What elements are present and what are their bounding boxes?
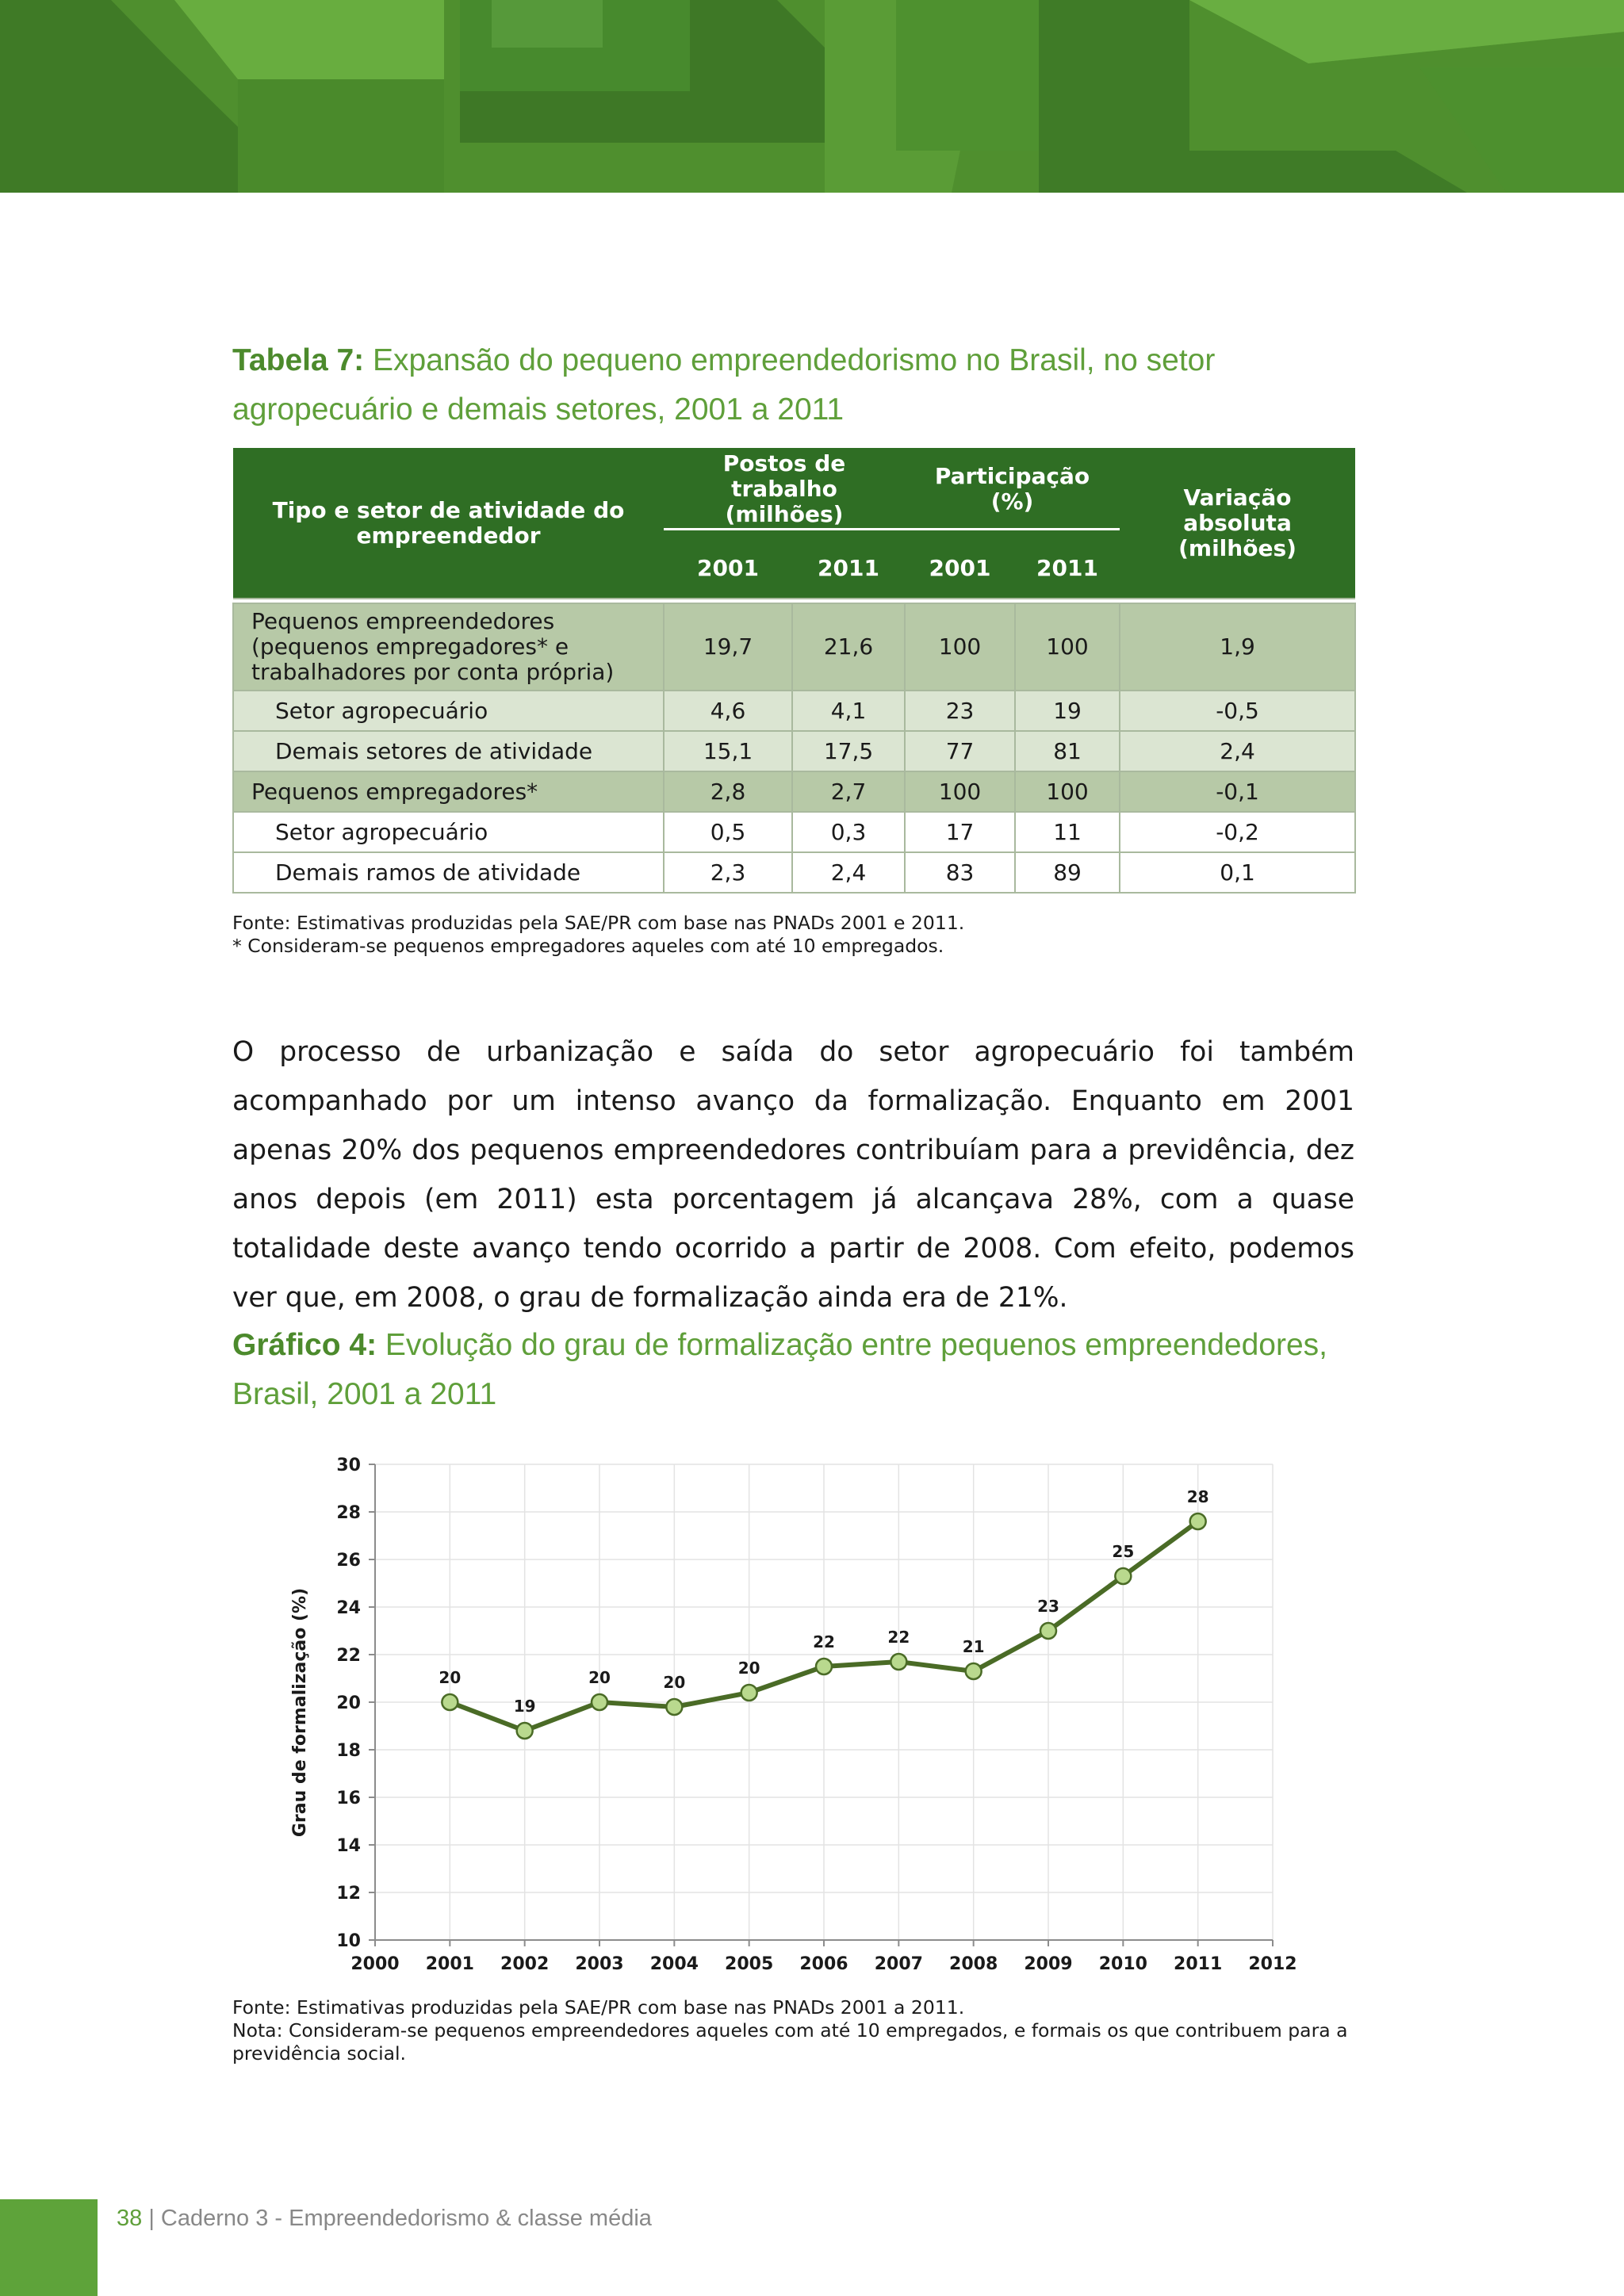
data-point [592, 1694, 607, 1710]
x-tick-label: 2002 [500, 1954, 550, 1974]
page-number: 38 [117, 2206, 143, 2231]
data-point [816, 1659, 832, 1674]
cell-share-2011: 19 [1015, 691, 1120, 731]
cell-share-2011: 11 [1015, 812, 1120, 852]
header-year: 2011 [1015, 530, 1120, 599]
cell-jobs-2001: 2,3 [664, 852, 792, 893]
chart-note: Nota: Consideram-se pequenos empreendedores aqueles com até 10 empregados, e formais os que contribuem para a previdência social. [232, 2019, 1348, 2064]
cell-share-2001: 17 [905, 812, 1015, 852]
y-axis-label: Grau de formalização (%) [290, 1587, 310, 1838]
header-banner [0, 0, 1624, 193]
row-label: Setor agropecuário [233, 812, 664, 852]
cell-jobs-2001: 19,7 [664, 603, 792, 691]
table-caption [232, 336, 1354, 434]
y-tick-label: 10 [336, 1931, 361, 1951]
cell-jobs-2011: 4,1 [792, 691, 905, 731]
y-tick-label: 12 [336, 1884, 361, 1904]
table-row [233, 771, 1355, 812]
data-label: 22 [813, 1632, 835, 1651]
x-tick-label: 2010 [1098, 1954, 1147, 1974]
cell-variation: -0,5 [1120, 691, 1355, 731]
header-year: 2011 [792, 530, 905, 599]
table-footnote: * Consideram-se pequenos empregadores aqueles com até 10 empregados. [232, 935, 944, 957]
header-variation: Variação absoluta (milhões) [1120, 448, 1355, 599]
data-point [966, 1663, 982, 1679]
y-tick-label: 14 [336, 1836, 361, 1856]
chart-source: Fonte: Estimativas produzidas pela SAE/PR com base nas PNADs 2001 a 2011. [232, 1996, 965, 2019]
data-point [891, 1654, 906, 1670]
header-share: Participação (%) [905, 448, 1120, 530]
cell-share-2001: 100 [905, 603, 1015, 691]
table-row [233, 731, 1355, 771]
header-jobs: Postos de trabalho (milhões) [664, 448, 905, 530]
cell-variation: 2,4 [1120, 731, 1355, 771]
cell-share-2011: 89 [1015, 852, 1120, 893]
cell-variation: 1,9 [1120, 603, 1355, 691]
row-label: Pequenos empreendedores (pequenos empregadores* e trabalhadores por conta própria) [233, 603, 664, 691]
x-tick-label: 2001 [425, 1954, 474, 1974]
table-row [233, 812, 1355, 852]
y-tick-label: 28 [336, 1503, 361, 1523]
cell-jobs-2011: 17,5 [792, 731, 905, 771]
cell-share-2001: 83 [905, 852, 1015, 893]
row-label: Demais ramos de atividade [233, 852, 664, 893]
cell-variation: 0,1 [1120, 852, 1355, 893]
cell-jobs-2001: 0,5 [664, 812, 792, 852]
y-tick-label: 20 [336, 1693, 361, 1713]
data-label: 20 [737, 1659, 760, 1678]
data-label: 21 [962, 1637, 985, 1656]
data-point [1115, 1568, 1131, 1584]
cell-share-2001: 23 [905, 691, 1015, 731]
table-notes [232, 912, 1354, 958]
cell-jobs-2011: 2,7 [792, 771, 905, 812]
cell-variation: -0,1 [1120, 771, 1355, 812]
data-point [442, 1694, 458, 1710]
data-point [1040, 1623, 1056, 1639]
x-tick-label: 2009 [1024, 1954, 1073, 1974]
footer [117, 2202, 652, 2234]
cell-jobs-2001: 2,8 [664, 771, 792, 812]
data-label: 22 [887, 1628, 910, 1647]
x-tick-label: 2000 [350, 1954, 400, 1974]
cell-jobs-2011: 2,4 [792, 852, 905, 893]
data-label: 19 [513, 1697, 536, 1716]
data-table [232, 448, 1356, 894]
data-point [741, 1685, 757, 1701]
x-tick-label: 2003 [575, 1954, 624, 1974]
data-label: 28 [1186, 1487, 1209, 1506]
y-tick-label: 16 [336, 1789, 361, 1808]
cell-jobs-2011: 0,3 [792, 812, 905, 852]
header-year: 2001 [905, 530, 1015, 599]
data-point [1190, 1513, 1206, 1529]
table-row [233, 603, 1355, 691]
table-row [233, 852, 1355, 893]
cell-share-2001: 100 [905, 771, 1015, 812]
y-tick-label: 24 [336, 1598, 361, 1618]
footer-bar [0, 2199, 98, 2296]
header-year: 2001 [664, 530, 792, 599]
chart-notes [232, 1996, 1354, 2065]
chart-caption [232, 1321, 1354, 1419]
footer-title: Caderno 3 - Empreendedorismo & classe média [160, 2206, 652, 2231]
y-tick-label: 18 [336, 1741, 361, 1761]
cell-share-2011: 100 [1015, 771, 1120, 812]
data-label: 25 [1112, 1542, 1135, 1561]
data-label: 20 [588, 1668, 611, 1687]
x-tick-label: 2005 [725, 1954, 774, 1974]
body-paragraph: O processo de urbanização e saída do setor agropecuário foi também acompanhado por um intenso avanço da formalização. Enquanto em 2001 apenas 20% dos pequenos empreendedores contribuíam para a previdência, dez anos depois (em 2011) esta porcentagem já alcançava 28%, com a quase totalidade deste avanço tendo ocorrido a partir de 2008. Com efeito, podemos ver que, em 2008, o grau de formalização ainda era de 21%. [232, 1036, 1354, 1314]
x-tick-label: 2007 [874, 1954, 923, 1974]
row-label: Setor agropecuário [233, 691, 664, 731]
x-tick-label: 2008 [949, 1954, 998, 1974]
data-point [666, 1699, 682, 1715]
y-tick-label: 26 [336, 1551, 361, 1571]
chart-caption-text: Evolução do grau de formalização entre pequenos empreendedores, Brasil, 2001 a 2011 [232, 1328, 1328, 1411]
cell-jobs-2011: 21,6 [792, 603, 905, 691]
table-caption-text: Expansão do pequeno empreendedorismo no Brasil, no setor agropecuário e demais setores, 2001 a 2011 [232, 343, 1216, 427]
data-point [517, 1723, 533, 1739]
cell-share-2011: 100 [1015, 603, 1120, 691]
data-label: 20 [439, 1668, 462, 1687]
cell-share-2011: 81 [1015, 731, 1120, 771]
x-tick-label: 2004 [649, 1954, 699, 1974]
footer-separator: | [142, 2206, 161, 2231]
x-tick-label: 2006 [799, 1954, 848, 1974]
header-type: Tipo e setor de atividade do empreendedor [233, 448, 664, 599]
x-tick-label: 2012 [1248, 1954, 1297, 1974]
data-label: 23 [1037, 1597, 1059, 1616]
chart-caption-lead: Gráfico 4: [232, 1328, 377, 1362]
x-tick-label: 2011 [1174, 1954, 1223, 1974]
row-label: Demais setores de atividade [233, 731, 664, 771]
y-tick-label: 22 [336, 1646, 361, 1666]
cell-jobs-2001: 4,6 [664, 691, 792, 731]
line-chart [270, 1443, 1316, 1990]
table-source: Fonte: Estimativas produzidas pela SAE/PR com base nas PNADs 2001 e 2011. [232, 912, 965, 934]
cell-jobs-2001: 15,1 [664, 731, 792, 771]
data-label: 20 [663, 1673, 686, 1692]
cell-share-2001: 77 [905, 731, 1015, 771]
cell-variation: -0,2 [1120, 812, 1355, 852]
y-tick-label: 30 [336, 1456, 361, 1475]
table-caption-lead: Tabela 7: [232, 343, 365, 377]
table-row [233, 691, 1355, 731]
row-label: Pequenos empregadores* [233, 771, 664, 812]
